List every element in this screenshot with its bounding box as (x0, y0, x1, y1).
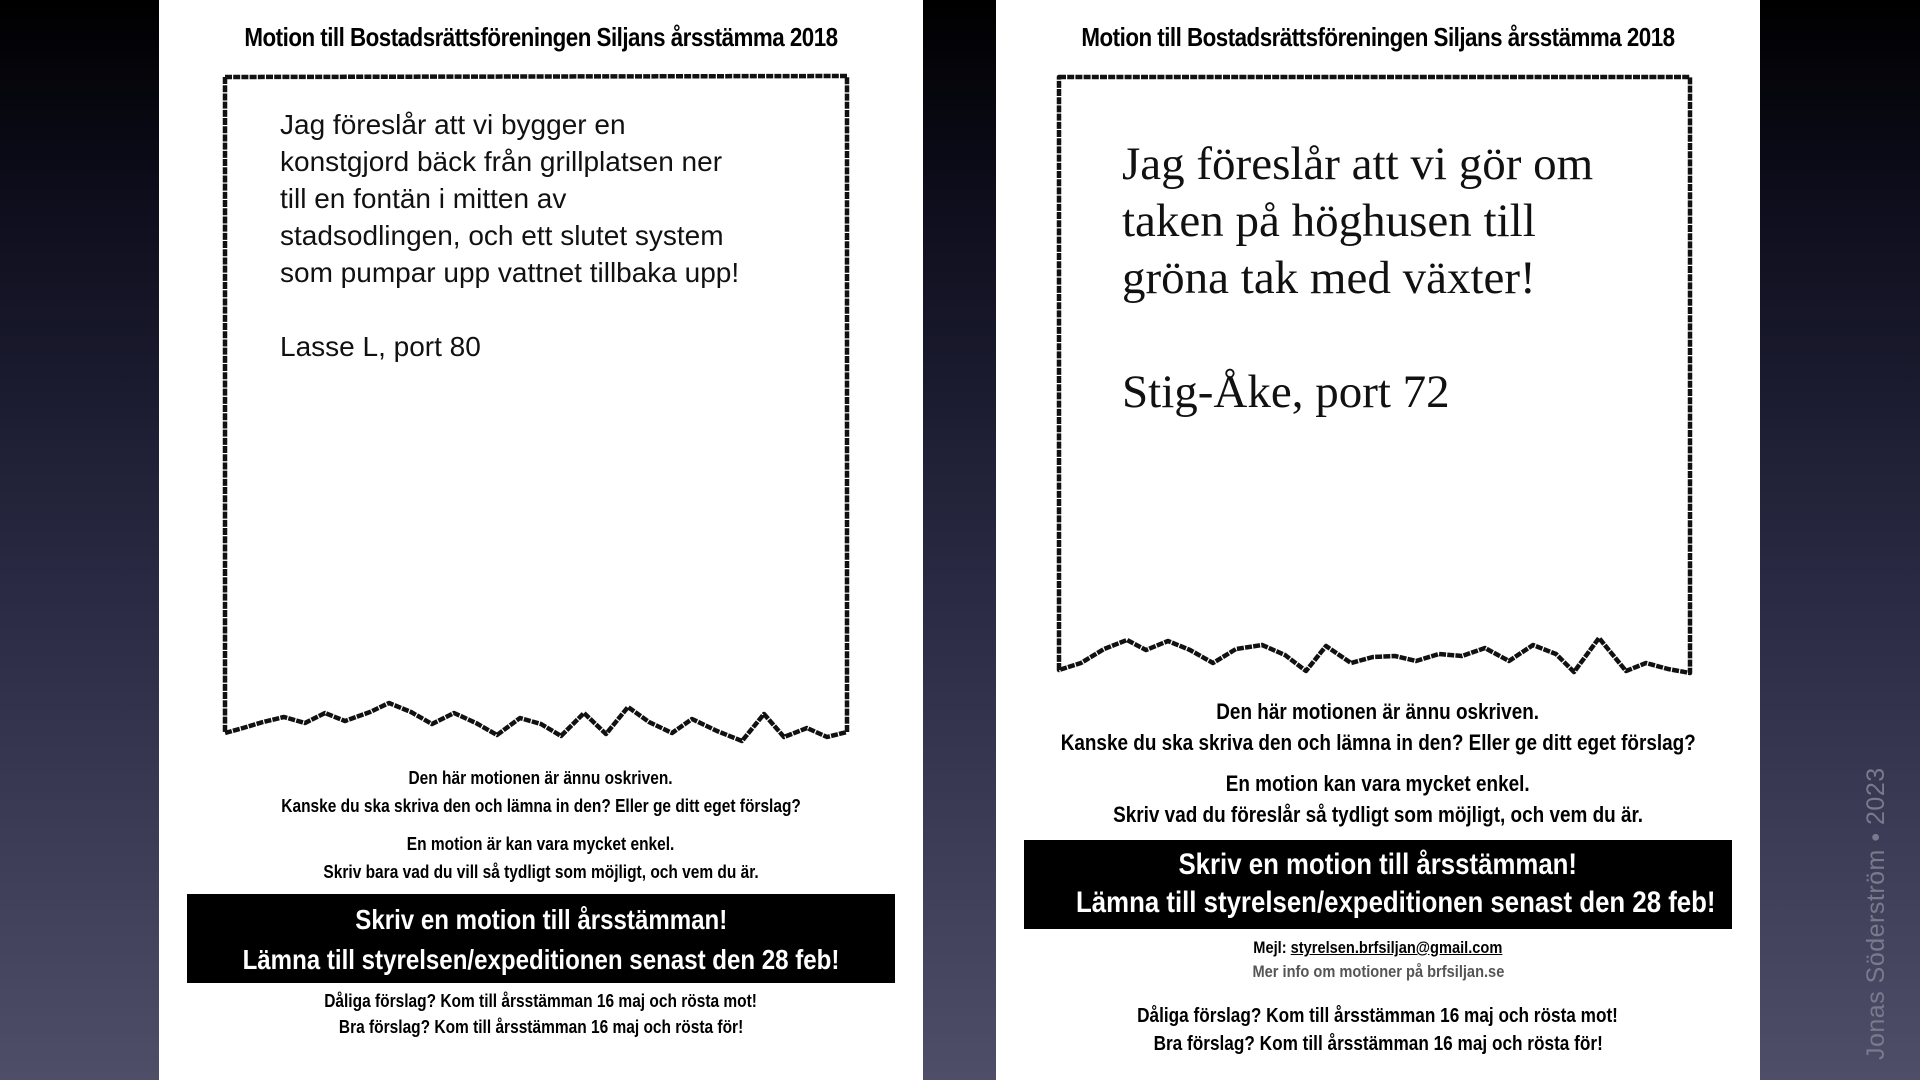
left-poster (159, 0, 923, 1080)
right-banner-line2: Lämna till styrelsen/expeditionen senast den 28 feb! (1076, 886, 1716, 919)
right-proposal-text (1122, 136, 1682, 421)
left-footer-line2: Bra förslag? Kom till årsstämman 16 maj och rösta för! (338, 1017, 744, 1037)
right-poster-title: Motion till Bostadsrättsföreningen Siljans årsstämma 2018 (1081, 22, 1675, 52)
left-proposal-line: Jag föreslår att vi bygger en (280, 109, 626, 140)
left-call-to-action-banner (187, 894, 895, 983)
right-more-info: Mer info om motioner på brfsiljan.se (1252, 962, 1504, 981)
left-note (159, 764, 923, 820)
right-call-to-action-banner (1024, 840, 1732, 929)
left-proposal-line: som pumpar upp vattnet tillbaka upp! (280, 257, 740, 288)
left-proposal-line: konstgjord bäck från grillplatsen ner (280, 146, 723, 177)
left-banner-line1: Skriv en motion till årsstämman! (354, 904, 728, 935)
left-note-line1: Den här motionen är ännu oskriven. (408, 768, 674, 788)
left-proposal-text (280, 106, 840, 365)
right-note (996, 696, 1760, 758)
right-simple-line1: En motion kan vara mycket enkel. (1226, 771, 1530, 796)
right-footer-line1: Dåliga förslag? Kom till årsstämman 16 maj och rösta mot! (1137, 1005, 1619, 1027)
right-footer-line2: Bra förslag? Kom till årsstämman 16 maj och rösta för! (1153, 1033, 1603, 1055)
right-signature: Stig-Åke, port 72 (1122, 366, 1450, 418)
left-proposal-line: till en fontän i mitten av (280, 183, 567, 214)
right-proposal-line: taken på höghusen till (1122, 195, 1536, 247)
right-contact (996, 936, 1760, 984)
left-banner-line2: Lämna till styrelsen/expeditionen senast den 28 feb! (242, 944, 840, 975)
right-simple-line2: Skriv vad du föreslår så tydligt som möjligt, och vem du är. (1113, 802, 1643, 827)
author-watermark: Jonas Söderström • 2023 (1862, 767, 1890, 1060)
left-footer (159, 988, 923, 1040)
right-poster (996, 0, 1760, 1080)
left-simple-line1: En motion är kan vara mycket enkel. (407, 834, 675, 854)
left-proposal-line: stadsodlingen, och ett slutet system (280, 220, 724, 251)
left-signature: Lasse L, port 80 (280, 331, 481, 362)
left-note-line2: Kanske du ska skriva den och lämna in den? Eller ge ditt eget förslag? (281, 796, 801, 816)
right-footer (996, 1002, 1760, 1058)
right-email-label: Mejl: (1253, 938, 1287, 957)
right-simple-note (996, 768, 1760, 830)
right-note-line2: Kanske du ska skriva den och lämna in den? Eller ge ditt eget förslag? (1060, 730, 1696, 755)
left-poster-title: Motion till Bostadsrättsföreningen Siljans årsstämma 2018 (244, 22, 838, 52)
left-simple-line2: Skriv bara vad du vill så tydligt som möjligt, och vem du är. (323, 862, 759, 882)
left-footer-line1: Dåliga förslag? Kom till årsstämman 16 maj och rösta mot! (324, 991, 758, 1011)
right-proposal-line: Jag föreslår att vi gör om (1122, 138, 1594, 190)
right-email-link[interactable]: styrelsen.brfsiljan@gmail.com (1290, 938, 1503, 957)
right-proposal-line: gröna tak med växter! (1122, 252, 1536, 304)
left-simple-note (159, 830, 923, 886)
right-note-line1: Den här motionen är ännu oskriven. (1216, 699, 1540, 724)
right-banner-line1: Skriv en motion till årsstämman! (1178, 848, 1578, 881)
